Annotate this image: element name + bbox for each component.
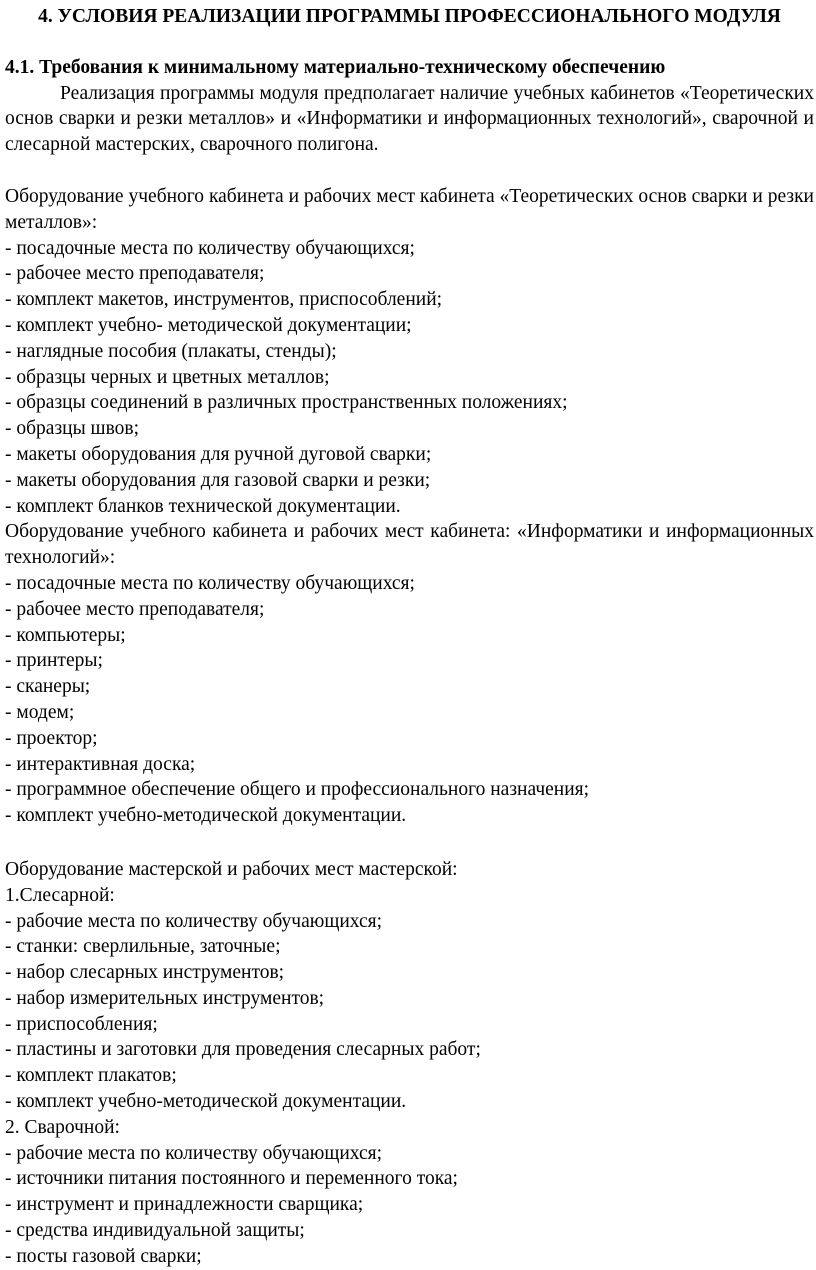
list-item: - инструмент и принадлежности сварщика;: [5, 1194, 364, 1216]
cabinet1-list: [5, 236, 814, 520]
list-item: - проектор;: [5, 727, 98, 749]
cabinet1-heading: Оборудование учебного кабинета и рабочих мест кабинета «Теоретических основ сварки и резки металлов»:: [5, 185, 814, 233]
section-heading: 4.1. Требования к минимальному материально-техническому обеспечению: [5, 56, 666, 78]
list-item: - рабочее место преподавателя;: [5, 263, 265, 285]
list-item: - комплект учебно-методической документации.: [5, 805, 407, 827]
locksmith-label: 1.Слесарной:: [5, 884, 115, 906]
cabinet2-heading: Оборудование учебного кабинета и рабочих мест кабинета: «Информатики и информационных технологий»:: [5, 521, 814, 569]
list-item: - макеты оборудования для газовой сварки и резки;: [5, 469, 431, 491]
cabinet2-list-a: [5, 571, 814, 700]
list-item: - рабочее место преподавателя;: [5, 598, 265, 620]
workshop-heading: Оборудование мастерской и рабочих мест мастерской:: [5, 858, 458, 880]
list-item: - посадочные места по количеству обучающихся;: [5, 572, 415, 594]
list-item: - посты газовой сварки;: [5, 1245, 202, 1267]
list-item: - рабочие места по количеству обучающихся;: [5, 1142, 383, 1164]
list-item: - комплект учебно- методической документации;: [5, 314, 412, 336]
list-item: - комплект макетов, инструментов, приспособлений;: [5, 289, 443, 311]
list-item: - принтеры;: [5, 650, 103, 672]
list-item: - средства индивидуальной защиты;: [5, 1220, 305, 1242]
list-item: - комплект плакатов;: [5, 1065, 177, 1087]
welding-label: 2. Сварочной:: [5, 1116, 120, 1138]
list-item: - программное обеспечение общего и профессионального назначения;: [5, 779, 590, 801]
cabinet2-list-b: [5, 700, 814, 829]
welding-list: [5, 1141, 814, 1270]
list-item: - компьютеры;: [5, 624, 126, 646]
list-item: - набор слесарных инструментов;: [5, 962, 285, 984]
list-item: - комплект бланков технической документации.: [5, 495, 401, 517]
list-item: - модем;: [5, 701, 75, 723]
list-item: - макеты оборудования для ручной дуговой сварки;: [5, 443, 432, 465]
list-item: - комплект учебно-методической документации.: [5, 1091, 407, 1113]
list-item: - приспособления;: [5, 1013, 158, 1035]
list-item: - образцы черных и цветных металлов;: [5, 366, 330, 388]
locksmith-list: [5, 909, 814, 1115]
intro-paragraph: Реализация программы модуля предполагает наличие учебных кабинетов «Теоретических основ сварки и резки металлов» и «Информатики и информационных технологий», сварочной и слесарной мастерских, сварочного полигона.: [5, 82, 814, 156]
list-item: - пластины и заготовки для проведения слесарных работ;: [5, 1039, 481, 1061]
list-item: - образцы швов;: [5, 418, 140, 440]
list-item: - образцы соединений в различных пространственных положениях;: [5, 392, 568, 414]
list-item: - наглядные пособия (плакаты, стенды);: [5, 340, 337, 362]
list-item: - посадочные места по количеству обучающихся;: [5, 237, 415, 259]
page-title: 4. УСЛОВИЯ РЕАЛИЗАЦИИ ПРОГРАММЫ ПРОФЕССИОНАЛЬНОГО МОДУЛЯ: [38, 6, 781, 27]
list-item: - сканеры;: [5, 676, 91, 698]
list-item: - рабочие места по количеству обучающихся;: [5, 910, 383, 932]
list-item: - источники питания постоянного и переменного тока;: [5, 1168, 458, 1190]
list-item: - набор измерительных инструментов;: [5, 987, 325, 1009]
list-item: - станки: сверлильные, заточные;: [5, 936, 281, 958]
list-item: - интерактивная доска;: [5, 753, 196, 775]
